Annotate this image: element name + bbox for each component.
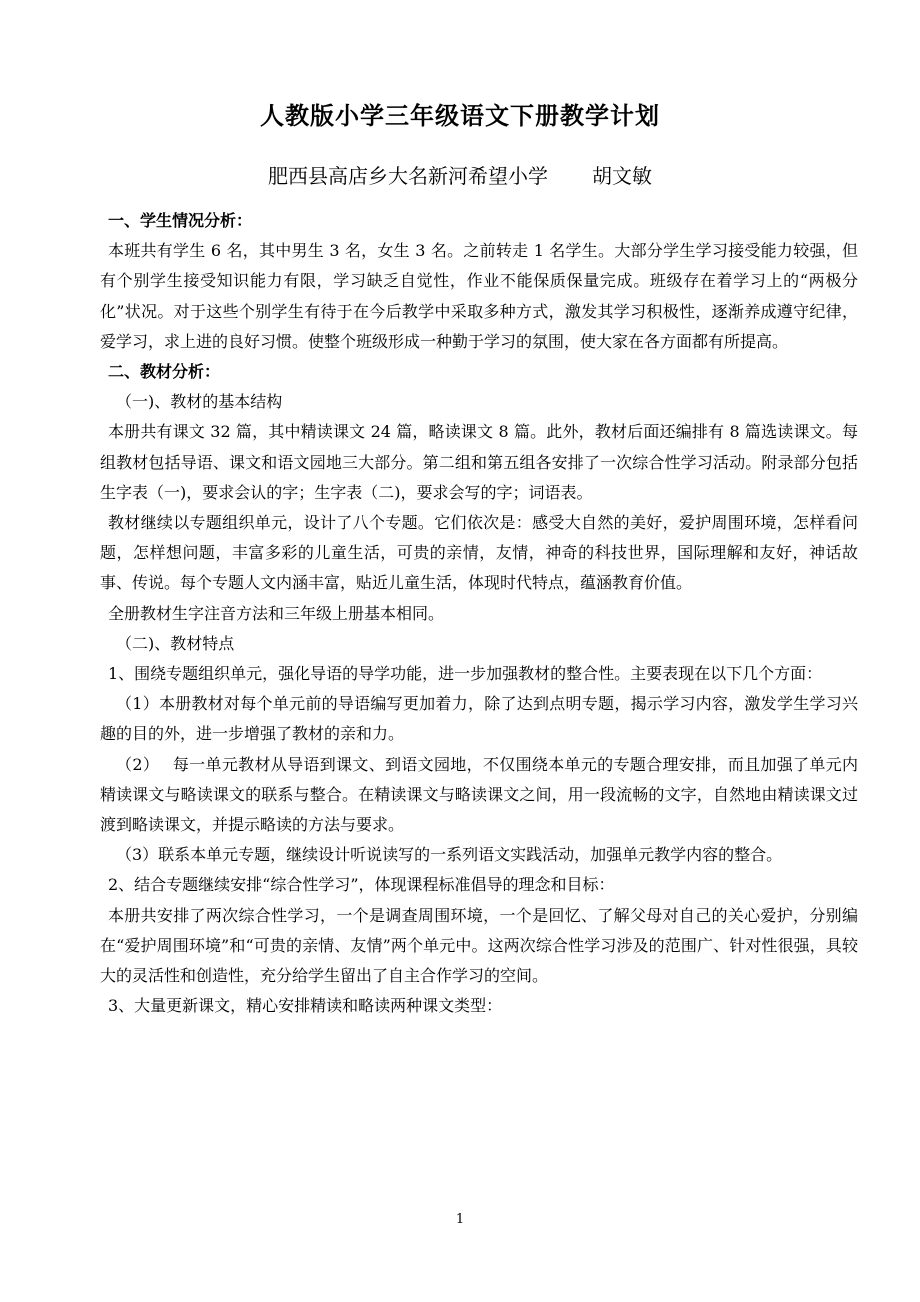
feature-point-2: 2、结合专题继续安排“综合性学习”，体现课程标准倡导的理念和目标： — [108, 875, 615, 895]
feature-point-3: 3、大量更新课文，精心安排精读和略读两种课文类型： — [108, 996, 503, 1016]
subheading-features: （二)、教材特点 — [116, 633, 235, 653]
paragraph-topics: 教材继续以专题组织单元，设计了八个专题。它们依次是：感受大自然的美好，爱护周围环境，怎样看问题，怎样想问题，丰富多彩的儿童生活，可贵的亲情，友情，神奇的科技世界，国际理解和友好，神话故事、传说。每个专题人文内涵丰富，贴近儿童生活，体现时代特点，蕴涵教育价值。 — [100, 513, 858, 593]
author-name: 胡文敏 — [592, 164, 652, 188]
section-heading-textbook: 二、教材分析： — [108, 362, 221, 382]
school-name: 肥西县高店乡大名新河希望小学 — [268, 164, 548, 188]
feature-point-2-para: 本册共安排了两次综合性学习，一个是调查周围环境，一个是回忆、了解父母对自己的关心爱护，分别编在“爱护周围环境”和“可贵的亲情、友情”两个单元中。这两次综合性学习涉及的范围广、针对性很强，具较大的灵活性和创造性，充分给学生留出了自主合作学习的空间。 — [100, 905, 858, 986]
feature-point-1b: （2） 每一单元教材从导语到课文、到语文园地，不仅围绕本单元的专题合理安排，而且加强了单元内精读课文与略读课文的联系与整合。在精读课文与略读课文之间，用一段流畅的文字，自然地由精读课文过渡到略读课文，并提示略读的方法与要求。 — [100, 754, 858, 835]
subheading-structure: （一)、教材的基本结构 — [116, 392, 283, 412]
feature-point-1c: （3）联系本单元专题，继续设计听说读写的一系列语文实践活动，加强单元教学内容的整合。 — [116, 845, 783, 865]
document-body — [100, 206, 858, 1021]
paragraph-pinyin: 全册教材生字注音方法和三年级上册基本相同。 — [108, 603, 445, 623]
paragraph-structure: 本册共有课文 32 篇，其中精读课文 24 篇，略读课文 8 篇。此外，教材后面还编排有 8 篇选读课文。每组教材包括导语、课文和语文园地三大部分。第二组和第五组各安排了一次综合性学习活动。附录部分包括生字表（一)，要求会认的字；生字表（二)，要求会写的字；词语表。 — [100, 422, 858, 502]
page-title: 人教版小学三年级语文下册教学计划 — [260, 102, 660, 130]
feature-point-1: 1、围绕专题组织单元，强化导语的导学功能，进一步加强教材的整合性。主要表现在以下几个方面： — [108, 664, 823, 684]
section-heading-students: 一、学生情况分析： — [108, 211, 253, 230]
author-line — [0, 160, 920, 189]
paragraph-students: 本班共有学生 6 名，其中男生 3 名，女生 3 名。之前转走 1 名学生。大部分学生学习接受能力较强，但有个别学生接受知识能力有限，学习缺乏自觉性，作业不能保质保量完成。班级存在着学习上的“两极分化”状况。对于这些个别学生有待于在今后教学中采取多种方式，激发其学习积极性，逐渐养成遵守纪律，爱学习，求上进的良好习惯。使整个班级形成一种勤于学习的氛围，使大家在各方面都有所提高。 — [100, 241, 858, 351]
page-number: 1 — [455, 1212, 465, 1227]
feature-point-1a: （1）本册教材对每个单元前的导语编写更加着力，除了达到点明专题，揭示学习内容，激发学生学习兴趣的目的外，进一步增强了教材的亲和力。 — [100, 694, 858, 744]
